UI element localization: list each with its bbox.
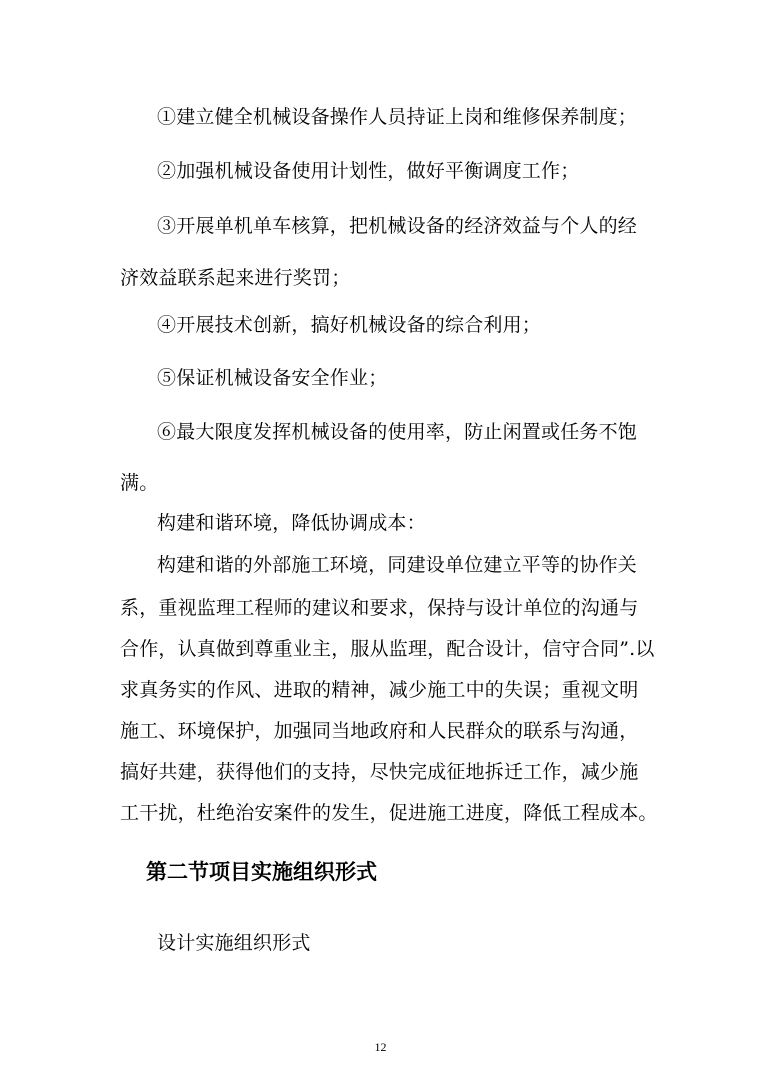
list-item-6-line-1: ⑥最大限度发挥机械设备的使用率，防止闲置或任务不饱 <box>157 421 638 443</box>
paragraph-line-6: 搞好共建，获得他们的支持，尽快完成征地拆迁工作，减少施 <box>120 761 639 783</box>
paragraph-line-1: 构建和谐的外部施工环境，同建设单位建立平等的协作关 <box>157 554 638 576</box>
section-intro: 构建和谐环境，降低协调成本： <box>157 512 426 534</box>
paragraph-line-2: 系，重视监理工程师的建议和要求，保持与设计单位的沟通与 <box>120 597 639 619</box>
list-item-4: ④开展技术创新，搞好机械设备的综合利用； <box>157 314 542 336</box>
list-item-1: ①建立健全机械设备操作人员持证上岗和维修保养制度； <box>157 106 638 128</box>
paragraph-line-3: 合作，认真做到尊重业主，服从监理，配合设计，信守合同”.以 <box>120 638 655 660</box>
page-number: 12 <box>374 1040 387 1054</box>
list-item-6-line-2: 满。 <box>120 472 159 494</box>
list-item-2: ②加强机械设备使用计划性，做好平衡调度工作； <box>157 160 580 182</box>
list-item-3-line-2: 济效益联系起来进行奖罚； <box>120 267 351 289</box>
subheading: 设计实施组织形式 <box>157 932 311 954</box>
list-item-5: ⑤保证机械设备安全作业； <box>157 367 388 389</box>
paragraph-line-5: 施工、环境保护，加强同当地政府和人民群众的联系与沟通， <box>120 720 639 742</box>
list-item-3-line-1: ③开展单机单车核算，把机械设备的经济效益与个人的经 <box>157 215 638 237</box>
paragraph-line-4: 求真务实的作风、进取的精神，减少施工中的失误；重视文明 <box>120 679 639 701</box>
section-heading: 第二节项目实施组织形式 <box>146 860 377 884</box>
paragraph-line-7: 工干扰，杜绝治安案件的发生，促进施工进度，降低工程成本。 <box>120 802 658 824</box>
